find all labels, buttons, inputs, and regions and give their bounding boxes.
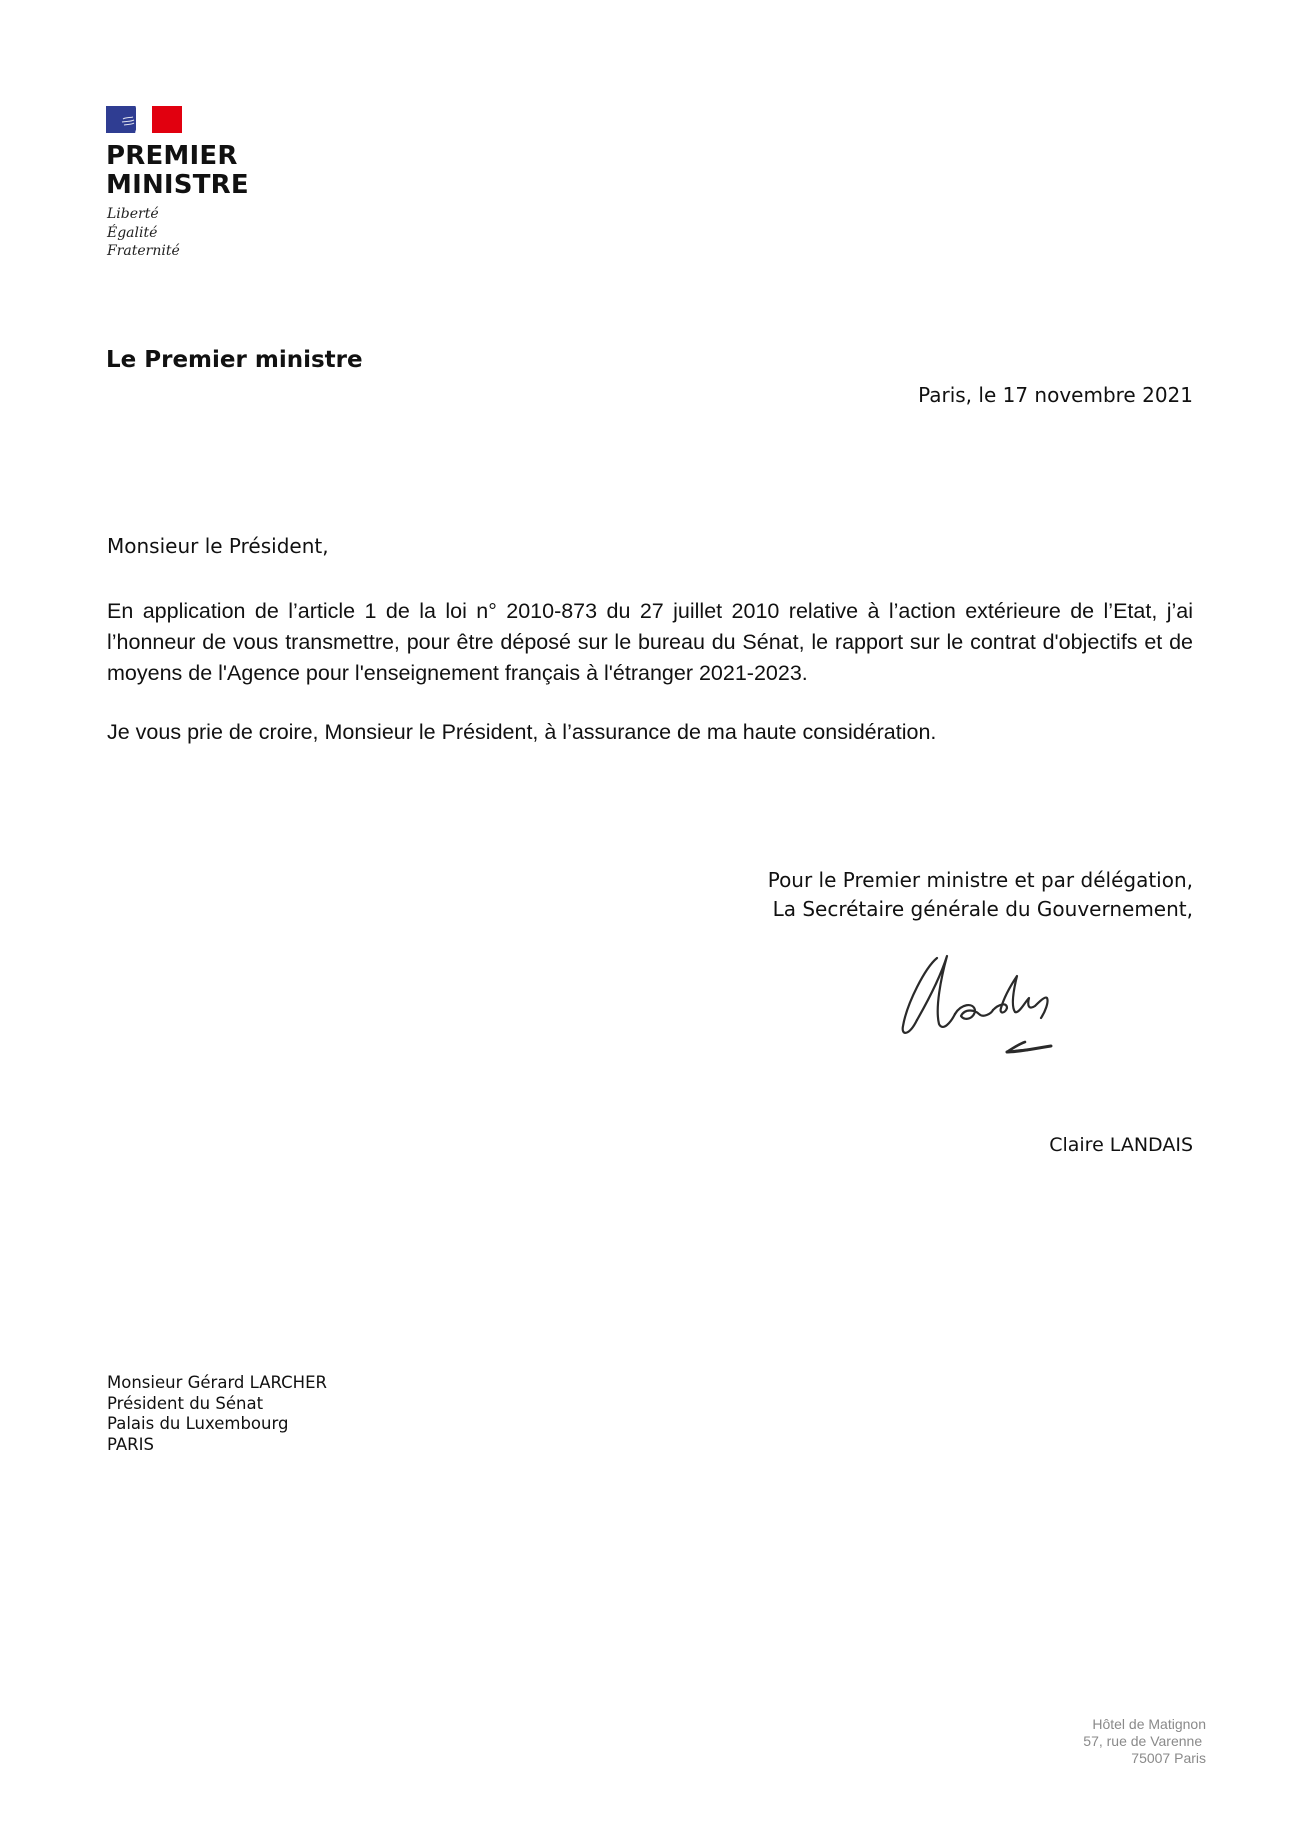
- recipient-name: Monsieur Gérard LARCHER: [107, 1373, 327, 1392]
- motto-egalite: Égalité: [107, 224, 158, 241]
- footer-line-2: 57, rue de Varenne: [1083, 1733, 1206, 1749]
- footer-line-3: 75007 Paris: [1131, 1750, 1206, 1766]
- org-name-line-1: PREMIER: [106, 141, 238, 171]
- org-name-line-2: MINISTRE: [106, 170, 249, 200]
- recipient-address-line: Palais du Luxembourg: [107, 1414, 289, 1433]
- recipient-city: PARIS: [107, 1434, 154, 1454]
- motto-fraternite: Fraternité: [107, 243, 180, 259]
- signer-name: Claire LANDAIS: [1049, 1134, 1193, 1156]
- sender-title: Le Premier ministre: [106, 347, 363, 373]
- recipient-title: Président du Sénat: [107, 1393, 264, 1413]
- handwritten-signature-icon: [895, 948, 1095, 1060]
- motto-liberte: Liberté: [107, 206, 159, 222]
- marianne-flag-icon: [106, 106, 182, 133]
- footer-line-1: Hôtel de Matignon: [1092, 1716, 1206, 1732]
- recipient-address: [107, 1373, 327, 1455]
- date-line: Paris, le 17 novembre 2021: [918, 383, 1193, 407]
- org-name: [106, 142, 249, 200]
- salutation: Monsieur le Président,: [107, 534, 329, 558]
- closing-formula: Je vous prie de croire, Monsieur le Président, à l’assurance de ma haute considération.: [107, 720, 937, 744]
- delegation-line-2: La Secrétaire générale du Gouvernement,: [772, 897, 1193, 921]
- body-paragraph: En application de l’article 1 de la loi n° 2010-873 du 27 juillet 2010 relative à l’action extérieure de l’Etat, j’ai l’honneur de vous transmettre, pour être déposé sur le bureau du Sénat, le rapport sur le contrat d'objectifs et de moyens de l'Agence pour l'enseignement français à l'étranger 2021-2023.: [107, 599, 1193, 685]
- republic-motto: [107, 205, 180, 261]
- delegation-line-1: Pour le Premier ministre et par délégation,: [767, 868, 1193, 892]
- signature-delegation: [768, 866, 1193, 924]
- footer-address: [1083, 1716, 1206, 1767]
